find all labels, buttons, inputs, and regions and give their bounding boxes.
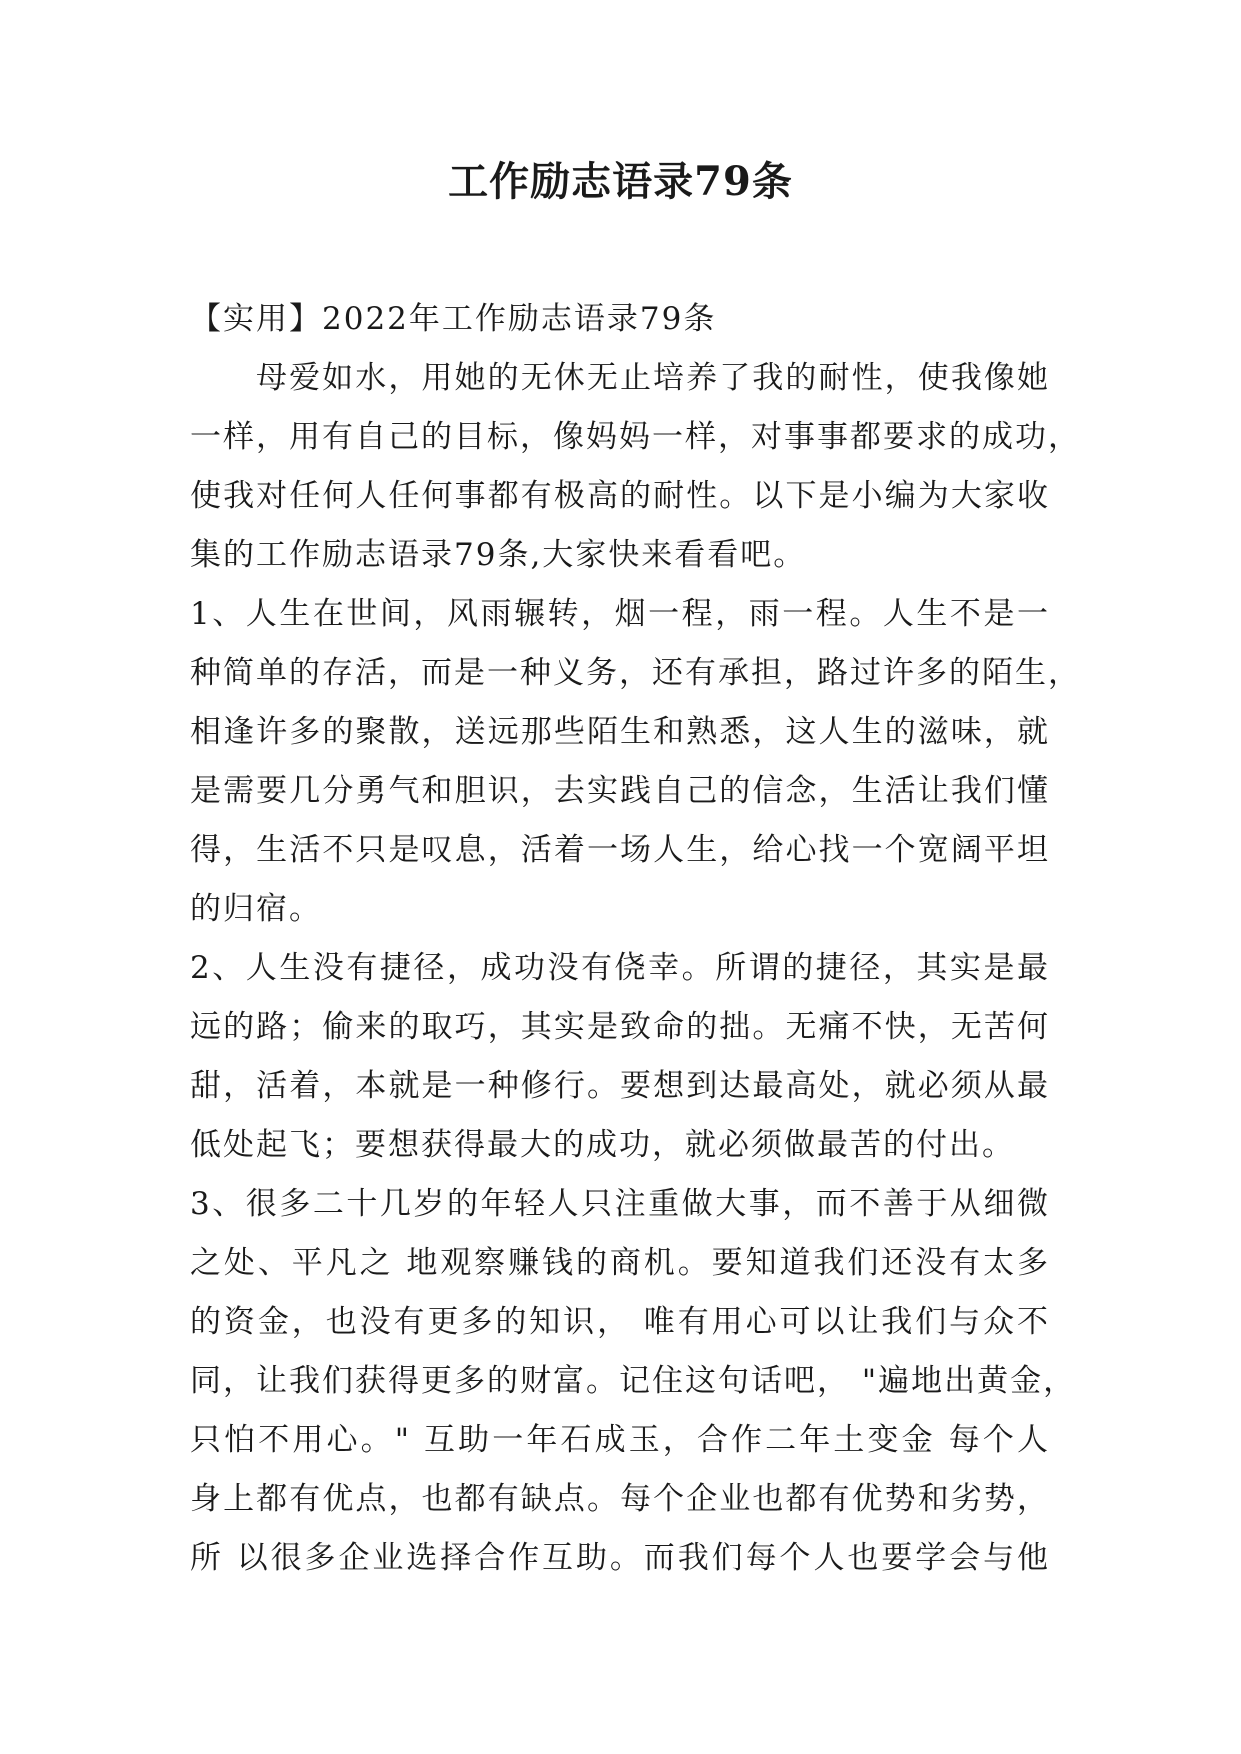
text-line: 使我对任何人任何事都有极高的耐性。以下是小编为大家收 — [190, 478, 1050, 514]
text-line: 集的工作励志语录79条,大家快来看看吧。 — [190, 537, 807, 573]
text-line: 之处、平凡之 地观察赚钱的商机。要知道我们还没有太多 — [190, 1245, 1050, 1281]
text-line: 甜，活着，本就是一种修行。要想到达最高处，就必须从最 — [190, 1068, 1050, 1104]
paragraph-lines — [190, 349, 1081, 1588]
document-subtitle: 【实用】2022年工作励志语录79条 — [190, 301, 717, 337]
text-line: 只怕不用心。" 互助一年石成玉，合作二年土变金 每个人 — [190, 1422, 1050, 1458]
text-line: 同，让我们获得更多的财富。记住这句话吧， "遍地出黄金， — [190, 1363, 1077, 1399]
text-line: 远的路；偷来的取巧，其实是致命的拙。无痛不快，无苦何 — [190, 1009, 1050, 1045]
text-line: 低处起飞；要想获得最大的成功，就必须做最苦的付出。 — [190, 1127, 1015, 1163]
text-line: 1、人生在世间，风雨辗转，烟一程，雨一程。人生不是一 — [190, 596, 1050, 632]
document-title: 工作励志语录79条 — [448, 158, 793, 205]
text-line: 所 以很多企业选择合作互助。而我们每个人也要学会与他 — [190, 1540, 1050, 1576]
document-body — [190, 290, 1081, 1588]
text-line: 是需要几分勇气和胆识，去实践自己的信念，生活让我们懂 — [190, 773, 1050, 809]
text-line: 得，生活不只是叹息，活着一场人生，给心找一个宽阔平坦 — [190, 832, 1050, 868]
text-line: 的资金，也没有更多的知识， 唯有用心可以让我们与众不 — [190, 1304, 1050, 1340]
text-line: 种简单的存活，而是一种义务，还有承担，路过许多的陌生， — [190, 655, 1081, 691]
text-line: 母爱如水，用她的无休无止培养了我的耐性，使我像她 — [256, 360, 1050, 396]
text-line: 一样，用有自己的目标，像妈妈一样，对事事都要求的成功， — [190, 419, 1081, 455]
text-line: 相逢许多的聚散，送远那些陌生和熟悉，这人生的滋味，就 — [190, 714, 1050, 750]
text-line: 2、人生没有捷径，成功没有侥幸。所谓的捷径，其实是最 — [190, 950, 1050, 986]
text-line: 身上都有优点，也都有缺点。每个企业也都有优势和劣势， — [190, 1481, 1050, 1517]
text-line: 的归宿。 — [190, 891, 322, 927]
text-line: 3、很多二十几岁的年轻人只注重做大事，而不善于从细微 — [190, 1186, 1050, 1222]
